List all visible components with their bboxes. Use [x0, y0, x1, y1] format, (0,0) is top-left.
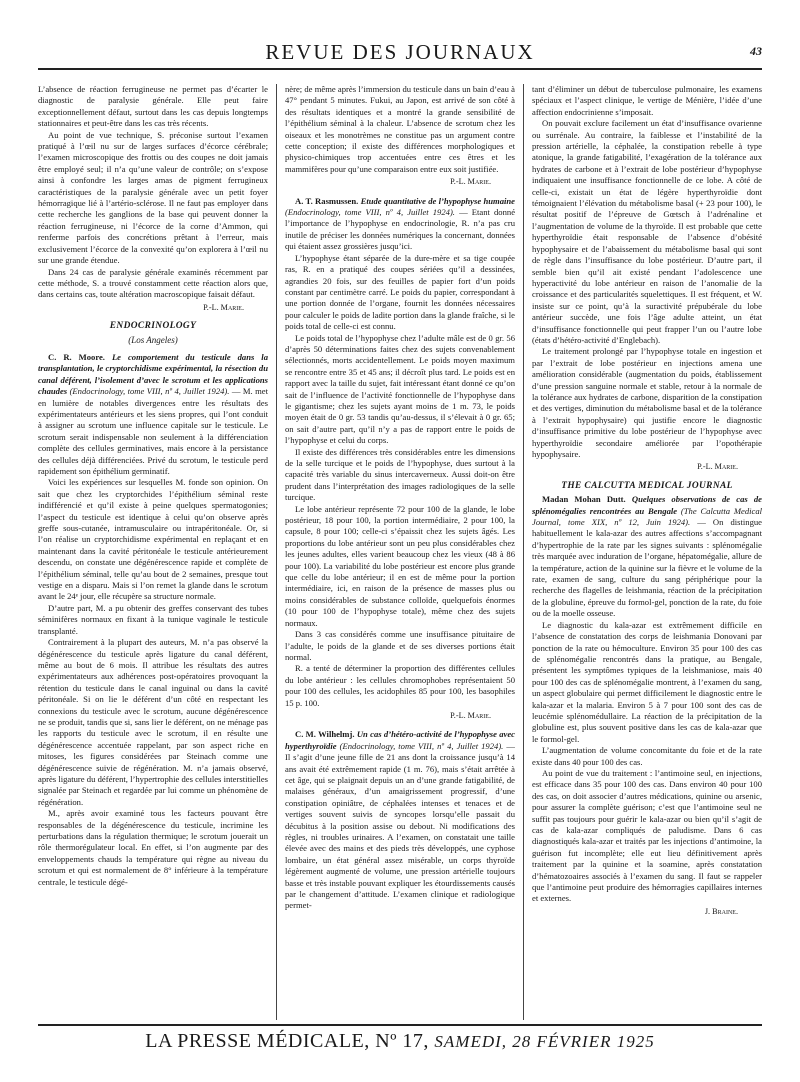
page-header — [38, 40, 762, 72]
paragraph: D’autre part, M. a pu obtenir des greffes conservant des tubes séminifères normaux en fixant à la tunique vaginale le testicule transplanté. — [38, 602, 268, 636]
signature: J. Braine. — [704, 906, 738, 916]
issue-date: SAMEDI, 28 FÉVRIER 1925 — [434, 1032, 655, 1051]
column-3 — [532, 84, 762, 1020]
journal-name: LA PRESSE MÉDICALE, Nº 17, — [145, 1030, 429, 1052]
paragraph: Le traitement prolongé par l’hypophyse totale en ingestion et par l’extrait de lobe postérieur en injections amena une amélioration considérable (augmentation du poids, établissement d’une pression sanguine normale et stable, retour à la normale de la tolérance aux hydrates de carbone, disparition de la constipation et des vertiges, diminution du métabolisme basal et de la tolérance à l’extrait hypophysaire) qui justifie encore le diagnostic d’insuffisance primitive du lobe postérieur de l’hypophyse avec hyperthyroïdie secondaire améliorée par l’opothérapie hypophysaire. — [532, 346, 762, 459]
paragraph: nère; de même après l’immersion du testicule dans un bain d’eau à 47° pendant 5 minutes. Fukui, au Japon, est arrivé de son côté à des résultats identiques et a montré la grande sensibilité de l’épithélium séminal à la chaleur. L’absence de scrotum chez les oiseaux et les monotrèmes ne constitue pas un argument contre cette conception; il existe des différences morphologiques et physico-chimiques trop accentuées entre ces êtres et les mammifères pour qu’une comparaison entre eux soit justifiée. — [285, 84, 515, 174]
article-author: Madan Mohan Dutt. — [542, 494, 626, 505]
article-reference: (Endocrinology, tome VIII, nº 4, Juillet 1924). — [285, 207, 455, 218]
article-reference: (Endocrinology, tome VIII, nº 4, Juillet 1924). — [339, 740, 504, 751]
section-heading: THE CALCUTTA MEDICAL JOURNAL — [561, 480, 733, 491]
section-heading: ENDOCRINOLOGY — [109, 321, 197, 332]
signature: P.-L. Marie. — [450, 177, 491, 187]
paragraph: L’augmentation de volume concomitante du foie et de la rate existe dans 40 pour 100 des cas. — [532, 745, 762, 767]
paragraph: Le poids total de l’hypophyse chez l’adulte mâle est de 0 gr. 56 d’après 50 déterminations faites chez des sujets convenablement sélectionnés, morts accidentellement. Le poids moyen maximum se rencontre entre 35 et 45 ans; il décroît plus tard. Le poids est en rapport avec la taille du sujet, fait intéressant étant donné ce qu’on sait de l’influence de l’activité fonctionnelle de l’hypophyse dans le gigantisme; chez les sujets ayant moins de 1 m. 73, le poids moyen était de 0 gr. 53 tandis qu’au-dessus, il s’élevait à 0 gr. 65; on sait d’autre part, qu’il n’y a pas de rapport entre le poids de l’hypophyse et celui du corps. — [285, 332, 515, 446]
header-rule — [38, 68, 762, 70]
article-title: Le comportement du testicule dans la transplantation, le cryptorchidisme expérimental, la résection du canal déférent, l’isolement d’avec le scrotum et les applications chaudes — [38, 351, 268, 397]
paragraph: Dans 24 cas de paralysie générale examinés récemment par cette méthode, S. a trouvé constamment cette réaction alors que, dans certains cas, toute altération macroscopique faisait défaut. — [38, 266, 268, 300]
paragraph: Au point de vue technique, S. préconise surtout l’examen pratiqué à l’œil nu sur de larges surfaces d’écorce cérébrale; l’examen microscopique des frottis ou des coupes ne doit jamais être employé seul; il n’a qu’une valeur de contrôle; on s’expose ainsi à confondre les larges amas de pigment ferrugineux caractéristiques de la paralysie générale avec un petit foyer hémorragique lié à l’artério-sclérose. Il ne faut pas employer dans cette recherche les ganglions de la base qui peuvent donner la réaction ferrugineuse, ni l’écorce de la corne d’Ammon, qui renferme parfois des concrétions prêtant à l’erreur, mais exclusivement l’écorce de la convexité qu’on explorera à l’œil nu sur une grande étendue. — [38, 129, 268, 266]
article-title: Etude quantitative de l’hypophyse humaine — [360, 195, 515, 206]
footer-text — [38, 1030, 762, 1053]
column-divider — [276, 84, 277, 1020]
paragraph: tant d’éliminer un début de tuberculose pulmonaire, les examens spéciaux et l’aspect clinique, le vertige de Ménière, l’idée d’une affection endocrinienne s’imposait. — [532, 84, 762, 117]
paragraph: Le lobe antérieur représente 72 pour 100 de la glande, le lobe postérieur, 18 pour 100, la portion intermédiaire, 2 pour 100, la capsule, 8 pour 100; celle-ci s’épaissit chez les sujets âgés. Les proportions du lobe antérieur sont un peu plus considérables chez les jeunes adultes, elles varient beaucoup chez les vieux (48 à 86 pour 100). La variabilité du lobe postérieur est encore plus grande que celle du lobe antérieur; il en est de même pour la portion intermédiaire, ici, en raison de la présence de masses plus ou moins considérables de substance colloïde, quelquefois énormes (10 pour 100 de l’hypophyse totale), même chez des sujets normaux. — [285, 503, 515, 628]
paragraph: R. a tenté de déterminer la proportion des différentes cellules du lobe antérieur : les cellules chromophobes représentaient 50 pour 100 des cellules, les acidophiles 85 pour 100, les basophiles 15 p. 100. — [285, 663, 515, 708]
section-subheading: (Los Angeles) — [128, 334, 178, 345]
article-author: A. T. Rasmussen. — [295, 195, 359, 206]
page-footer — [38, 1024, 762, 1056]
signature: P.-L. Marie. — [203, 302, 244, 312]
signature: P.-L. Marie. — [450, 710, 491, 720]
article-author: C. M. Wilhelmj. — [295, 729, 355, 740]
paragraph: M., après avoir examiné tous les facteurs pouvant être responsables de la dégénérescence du testicule, incrimine les perturbations dans la régulation thermique; le scrotum jouerait un rôle thermorégulateur local. En effet, si l’on augmente par des enveloppements chauds la température qui règne au niveau du scrotum et qui est normalement de 8° inférieure à la température centrale, le testicule dégé- — [38, 808, 268, 887]
article-intro — [532, 494, 762, 619]
paragraph: Il existe des différences très considérables entre les dimensions de la selle turcique et le poids de l’hypophyse, dues surtout à la capacité très variable du sinus intercaverneux. Aussi doit-on être prudent dans l’interprétation des images radiologiques de la selle turcique. — [285, 446, 515, 503]
article-title: Un cas d’hétéro-activité de l’hypophyse avec hyperthyroïdie — [285, 729, 515, 751]
article-reference: (The Calcutta Medical Journal, tome XIX, nº 12, Juin 1924). — [532, 505, 762, 528]
paragraph: Au point de vue du traitement : l’antimoine seul, en injections, est efficace dans 35 pour 100 des cas. Dans environ 40 pour 100 des cas, on doit associer d’autres médications, quinine ou arsenic, pour assurer la complète guérison; c’est que l’antimoine seul ne suffit pas toujours pour guérir le kala-azar ou bien qu’il s’agit de cas de kala-azar compliqués de paludisme. Dans 6 cas diagnostiqués kala-azar et traités par les injections d’antimoine, la guérison fut incomplète; elle eut lieu définitivement après traitement par la quinine et la soamine, après constatation d’hématozoaires associés à l’examen du sang. Il faut se rappeler que l’antimoine peut produire des hémorragies capillaires internes et externes. — [532, 767, 762, 904]
paragraph: L’hypophyse étant séparée de la dure-mère et sa tige coupée ras, R. en a pratiqué des coupes sériées qu’il a dessinées, agrandies 20 fois, sur des feuilles de papier fort d’un poids constant par centimètre carré. Le poids du papier, correspondant à une portion donnée de l’organe, fournit les données nécessaires pour calculer le poids de ladite portion dans la glande fraîche, si le poids total de celle-ci est connu. — [285, 252, 515, 332]
page-number: 43 — [750, 44, 762, 58]
article-title: Quelques observations de cas de splénomégalies rencontrées au Bengale — [532, 494, 762, 516]
column-1 — [38, 84, 268, 1020]
article-lead: — Etant donné l’importance de l’hypophyse en endocrinologie, R. n’a pas cru inutile de préciser les données numériques la concernant, données qui étaient assez grossières jusqu’ici. — [285, 207, 515, 252]
article-reference: (Endocrinology, tome VIII, nº 4, Juillet 1924). — [69, 386, 230, 397]
article-intro — [38, 352, 268, 477]
column-2 — [285, 84, 515, 1020]
paragraph: Contrairement à la plupart des auteurs, M. n’a pas observé la dégénérescence du testicule après ligature du canal déférent, même au bout de 6 mois. Il attribue les résultats des autres expérimentateurs aux adhérences post-opératoires provoquant la rétention du testicule dans le canal inguinal ou dans la cavité péritonéale. Si on lie le déférent d’un côté en respectant les connexions du testicule avec le scrotum, aucune dégénérescence ne se produit, tandis que si, sans lier le déférent, on ne ménage pas les rapports du testicule avec le scrotum, il en résulte une dégénérescence accentuée rappelant, par son aspect riche en mitoses, les figures considérées par Steinach comme une dégénérescence suivie de régénération. M. n’a jamais observé, après ligature du déférent, l’hypertrophie des cellules interstitielles signalée par Steinach et regardée par lui comme un phénomène de régénération. — [38, 637, 268, 807]
article-lead: — M. met en lumière de notables divergences entre les résultats des expérimentateurs antérieurs et les siens propres, qui l’ont conduit à assigner au scrotum une influence capitale sur le testicule. Le scrotum serait indispensable non seulement à la différenciation complète des cellules germinatives, mais encore à la persistance des cellules déjà différenciées. Privé du scrotum, le testicule perd rapidement son épithélium germinatif. — [38, 386, 268, 476]
paragraph: On pouvait exclure facilement un état d’insuffisance ovarienne ou surrénale. Au contraire, la faiblesse et l’instabilité de la pression artérielle, la céphalée, la constipation rebelle à type atonique, la grande fatigabilité, l’exagération de la tolérance aux hydrates de carbone et à l’extrait de lobe postérieur d’hypophyse indiquaient une insuffisance fonctionnelle de ce lobe. A côté de celle-ci, existait un état de légère hyperthyroïdie dont témoignaient l’élévation du métabolisme basal (+ 23 pour 100), le résultat positif de l’épreuve de Gœtsch à l’adrénaline et l’augmentation de volume de la thyroïde. Il est probable que cette hyperthyroïdie était responsable de l’absence d’obésité hypophysaire et de l’abaissement du métabolisme basal qui sont de règle dans l’insuffisance du lobe postérieur. D’autre part, il semble bien qu’il ait existé pendant l’adolescence une hyperactivité du lobe antérieur en raison de l’anomalie de la croissance et des particularités squelettiques. Il est fréquent, et W. insiste sur ce point, qu’à la suractivité prépubérale du lobe antérieur succède, une fois l’âge adulte atteint, un état d’insuffisance fonctionnelle qui peut frapper l’un ou l’autre lobe (états d’hétéro-activité d’Englebach). — [532, 118, 762, 345]
page-title: REVUE DES JOURNAUX — [265, 40, 535, 64]
article-lead: — On distingue habituellement le kala-azar des autres affections s’accompagnant d’hypertrophie de la rate par les signes suivants : splénomégalie très marquée avec induration de l’organe, hépatomégalie, allure de la température, action de la quinine sur la fièvre et le volume de la rate, examen de sang, culture du sang périphérique pour la recherche des flagelles de leishmania, réaction de la précipitation de la globuline, épreuve du formol-gel, ponction de la rate, du foie ou de la moelle osseuse. — [532, 517, 762, 619]
signature: P.-L. Marie. — [697, 462, 738, 472]
article-lead: — Il s’agit d’une jeune fille de 21 ans dont la croissance jusqu’à 14 ans avait été extrêmement rapide (1 m. 76), mais s’était arrêtée à cet âge, qui se plaignait depuis un an d’une grande fatigabilité, de malaises généraux, d’un amaigrissement progressif, d’une constipation opiniâtre, de céphalées intenses et tenaces et de vertiges souvent suivis de syncopes lorsqu’elle passait du décubitus à la position assise ou debout. Ni modifications des règles, ni troubles urinaires. A l’examen, on constatait une taille élevée avec des mains et des pieds très développés, une cyphose lombaire, un état général assez misérable, un corps thyroïde légèrement augmenté de volume, une pression artérielle toujours basse et très instable pouvant expliquer les étourdissements causés par le changement d’attitude. L’examen clinique et radiologique permet- — [285, 740, 515, 911]
article-intro — [285, 196, 515, 253]
paragraph: Le diagnostic du kala-azar est extrêmement difficile en l’absence de constatation des corps de leishmania Donovani par ponction de la rate ou hémoculture. Environ 35 pour 100 des cas de splénomégalie rencontrés dans la pratique, au Bengale, présentent les symptômes typiques de la leishmaniose, mais 40 pour 100 des cas de splénomégalie montrent, à l’examen du sang, un aspect globulaire qui permet difficilement le diagnostic entre le kala-azar et la malaria. Environ 5 à 7 pour 100 sont des cas de leucémie splénomédullaire. La réaction de la précipitation de la globuline est, plus souvent positive dans les cas de kala-azar que le formol-gel. — [532, 619, 762, 744]
paragraph: Voici les expériences sur lesquelles M. fonde son opinion. On sait que chez les cryptorchides l’épithélium séminal reste indifférencié et qu’il existe à peine quelques spermatogonies; l’aspect du testicule est identique à celui qu’on observe après greffe sous-cutanée, intramusculaire ou intrapéritonéale. Or, si l’on réalise un cryptorchidisme expérimental en replaçant et en maintenant dans la cavité péritonéale le testicule antérieurement descendu, on constate une dégénérescence rapide et complète de l’épithélium séminal, telle qu’au bout de 2 semaines, presque tout vestige en a disparu. Mais si l’on remet la glande dans le scrotum avant le 24ᵉ jour, elle récupère sa structure normale. — [38, 477, 268, 602]
article-intro — [285, 729, 515, 912]
paragraph: Dans 3 cas considérés comme une insuffisance pituitaire de l’adulte, le poids de la glande et de ses diverses portions était normal. — [285, 629, 515, 662]
footer-rule — [38, 1024, 762, 1026]
column-divider — [523, 84, 524, 1020]
article-columns — [38, 84, 762, 1020]
article-author: C. R. Moore. — [48, 351, 105, 362]
paragraph: L’absence de réaction ferrugineuse ne permet pas d’écarter le diagnostic de paralysie générale. Elle peut faire exceptionnellement défaut, surtout dans les cas depuis longtemps stationnaires et peut-être dans les cas très récents. — [38, 84, 268, 129]
